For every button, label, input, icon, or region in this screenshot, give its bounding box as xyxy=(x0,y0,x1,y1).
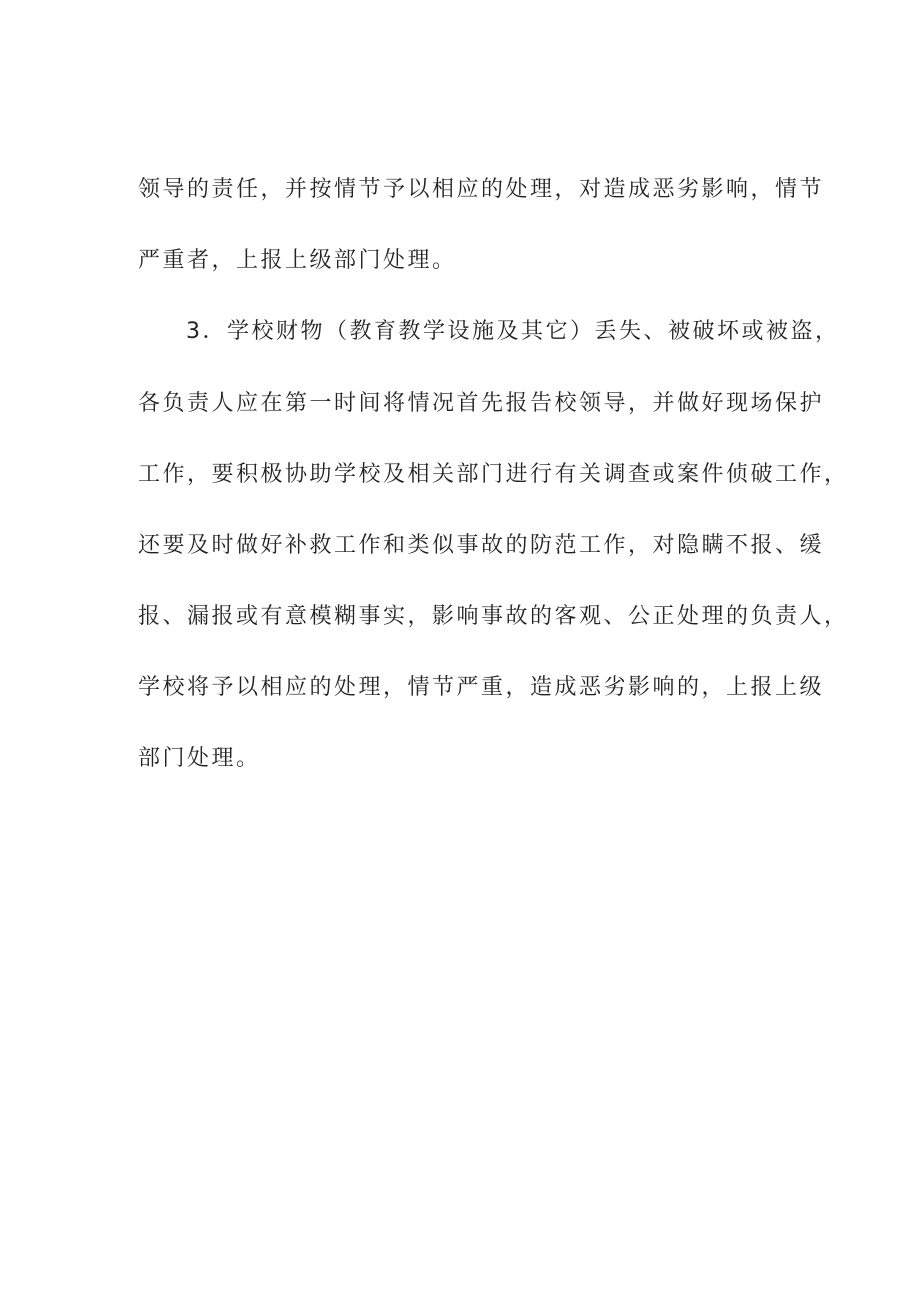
text-line-5: 工作，要积极协助学校及相关部门进行有关调查或案件侦破工作， xyxy=(138,462,849,487)
text-line-4: 各负责人应在第一时间将情况首先报告校领导，并做好现场保护 xyxy=(138,391,825,416)
text-line-8: 学校将予以相应的处理，情节严重，造成恶劣影响的，上报上级 xyxy=(138,675,825,700)
text-line-3: 3．学校财物（教育教学设施及其它）丢失、被破坏或被盗， xyxy=(186,319,840,344)
text-line-2: 严重者，上报上级部门处理。 xyxy=(138,248,457,273)
text-line-7: 报、漏报或有意模糊事实，影响事故的客观、公正处理的负责人， xyxy=(138,604,849,629)
text-line-9: 部门处理。 xyxy=(138,746,261,771)
text-line-1: 领导的责任，并按情节予以相应的处理，对造成恶劣影响，情节 xyxy=(138,177,825,202)
text-line-6: 还要及时做好补救工作和类似事故的防范工作，对隐瞒不报、缓 xyxy=(138,533,825,558)
